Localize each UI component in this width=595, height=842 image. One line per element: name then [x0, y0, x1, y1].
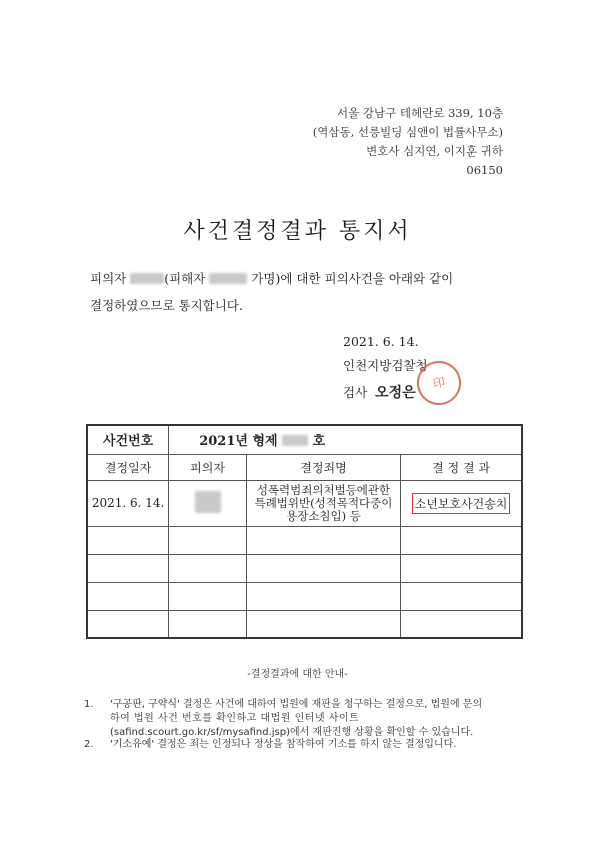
- redacted-suspect-name: [130, 273, 164, 284]
- notice-item-1-line-1: 결정은 사건에 대하여 법원에 재판을 청구하는 결정으로, 법원에 문의: [183, 699, 483, 710]
- intro-victim-open: (피해자: [164, 271, 206, 286]
- notice-item-1-line-3: (safind.scourt.go.kr/sf/mysafind.jsp)에서 재판진행 상황을 확인할 수 있습니다.: [110, 727, 474, 738]
- document-title: 사건결정결과 통지서: [183, 219, 412, 244]
- address-line-1: 서울 강남구 테헤란로 339, 10층: [337, 106, 503, 120]
- header-charge: 결정죄명: [246, 454, 400, 480]
- address-recipient: 변호사 심지연, 이지훈 귀하: [366, 144, 503, 158]
- postal-code: 06150: [466, 163, 503, 177]
- notice-item-2: [84, 738, 524, 752]
- notice-item-2-line-1: 결정은 죄는 인정되나 정상을 참작하여 기소를 하지 않는 결정입니다.: [157, 739, 457, 750]
- header-decision-date: 결정일자: [87, 454, 169, 480]
- intro-victim-close: 가명)에 대한 피의사건을 아래와 같이: [251, 271, 454, 286]
- decision-table: [86, 424, 523, 639]
- result-highlight: 소년보호사건송치: [412, 493, 511, 514]
- prosecutor-name: 오정은: [375, 385, 416, 401]
- empty-row: [87, 610, 522, 638]
- intro-line-2: 결정하였으므로 통지합니다.: [90, 298, 243, 313]
- charge-line-3: 용장소침입) 등: [286, 508, 361, 523]
- official-seal: 印: [413, 357, 465, 409]
- empty-row: [87, 554, 522, 582]
- prosecutor-role: 검사: [343, 385, 368, 400]
- prosecutor-office: 인천지방검찰청: [343, 358, 428, 373]
- case-number-value: [169, 425, 522, 454]
- row-decision-date: 2021. 6. 14.: [87, 480, 169, 526]
- row-suspect: [169, 480, 247, 526]
- table-row: [87, 480, 522, 526]
- case-number-suffix: 호: [312, 434, 326, 450]
- empty-row: [87, 526, 522, 554]
- address-line-2: (역삼동, 선릉빌딩 심앤이 법률사무소): [312, 125, 503, 139]
- notice-item-2-number: 2.: [84, 739, 94, 750]
- case-number-row: [87, 425, 522, 454]
- redacted-case-number: [282, 435, 308, 446]
- notice-item-1: [84, 698, 524, 740]
- notice-item-1-line-2: 하여 법원 사건 번호를 확인하고 대법원 인터넷 사이트: [110, 713, 360, 724]
- notice-date: 2021. 6. 14.: [343, 334, 419, 349]
- notice-heading: -결정결과에 대한 안내-: [247, 669, 348, 680]
- charge-line-2: 특례법위반(성적목적다중이: [254, 495, 393, 510]
- notice-item-1-term: '구공판, 구약식': [110, 699, 180, 710]
- header-suspect: 피의자: [169, 454, 247, 480]
- notice-item-1-number: 1.: [84, 699, 94, 710]
- header-result: 결 정 결 과: [401, 454, 522, 480]
- row-charge: [246, 480, 400, 526]
- case-number-prefix: 2021년 형제: [199, 434, 278, 450]
- case-number-label: 사건번호: [87, 425, 169, 454]
- charge-line-1: 성폭력범죄의처벌등에관한: [256, 482, 391, 497]
- prosecutor-signature: [343, 382, 416, 402]
- empty-row: [87, 582, 522, 610]
- row-result: [401, 480, 522, 526]
- redacted-suspect: [195, 491, 221, 513]
- notice-item-2-term: '기소유예': [110, 739, 155, 750]
- redacted-victim-name: [209, 273, 247, 284]
- table-header-row: [87, 454, 522, 480]
- intro-prefix: 피의자: [90, 271, 127, 286]
- intro-line-1: [90, 269, 520, 287]
